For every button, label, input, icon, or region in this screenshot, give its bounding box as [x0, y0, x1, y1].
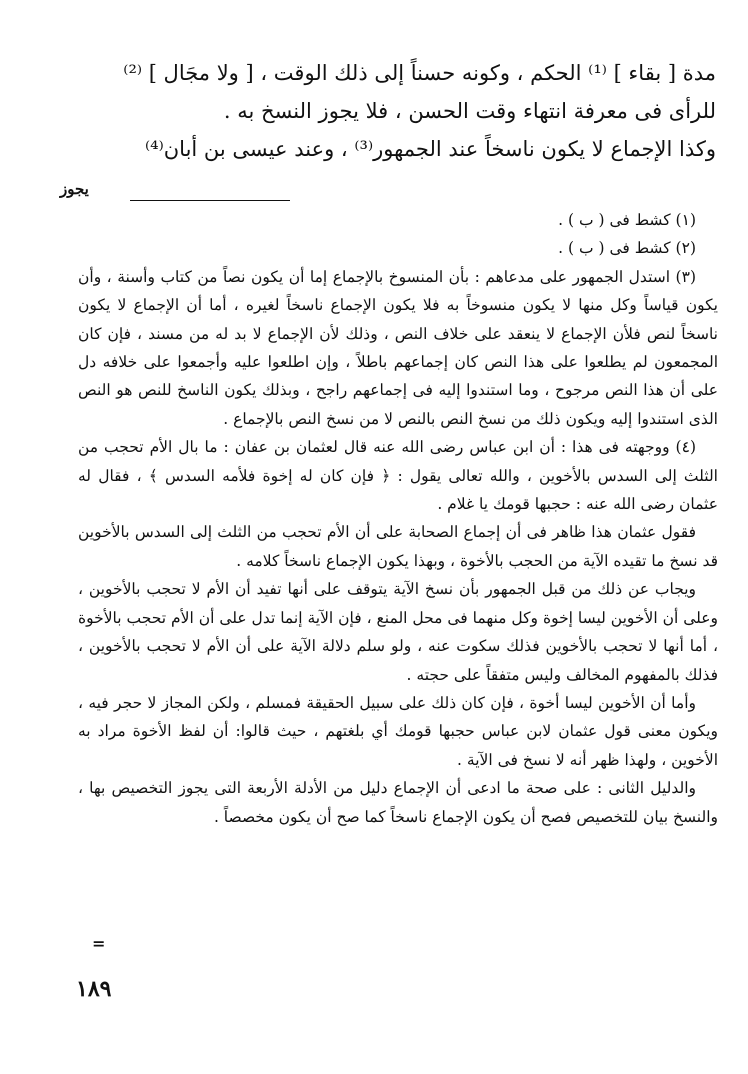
footnote-4: (٤) ووجهته فى هذا : أن ابن عباس رضى الله عنه قال لعثمان بن عفان : ما بال الأم تحجب من الثلث إلى السدس بالأخوين ، والله تعالى يقول : ﴿ فإن كان له إخوة فلأمه السدس ﴾ ، فقال له عثمان رضى الله عنه : حجبها قومك يا غلام .: [78, 438, 718, 514]
footnote-2: (٢) كشط فى ( ب ) .: [558, 239, 696, 258]
footnote-1: (١) كشط فى ( ب ) .: [558, 211, 696, 229]
main-text: [75, 54, 716, 168]
page-number: ١٨٩: [76, 976, 112, 1002]
main-line-1: مدة [ بقاء ] ⁽¹⁾ الحكم ، وكونه حسناً إلى ذلك الوقت ، [ ولا مجَال ] ⁽²⁾: [123, 61, 716, 85]
footnote-paragraph: ويجاب عن ذلك من قبل الجمهور بأن نسخ الآية يتوقف على أنها تفيد أن الأم لا تحجب بالأخوين ، وعلى أن الأخوين ليسا إخوة وكل منهما فى محل المنع ، فإن الآية إنما تدل على أن الأم تحجب بالأخوة ، أما أنها لا تحجب بالأخوين فذلك سكوت عنه ، ولو سلم دلالة الآية على أن الأم لا تحجب بالأخوين ، فذلك بالمفهوم المخالف وليس متفقاً على حجته .: [78, 580, 718, 684]
catchword: يجوز: [60, 180, 89, 198]
footnote-paragraph: والدليل الثانى : على صحة ما ادعى أن الإجماع دليل من الأدلة الأربعة التى يجوز التخصيص بها ، والنسخ بيان للتخصيص فصح أن يكون الإجماع ناسخاً كما صح أن يكون مخصصاً .: [78, 779, 718, 826]
continuation-mark: =: [92, 934, 106, 953]
footnote-paragraph: وأما أن الأخوين ليسا أخوة ، فإن كان ذلك على سبيل الحقيقة فمسلم ، ولكن المجاز لا حجر فيه ، ويكون معنى قول عثمان لابن عباس حجبها قومك أي بلغتهم ، حيث قالوا: أن لفظ الأخوة مراد به الأخوين ، ولهذا ظهر أنه لا نسخ فى الآية .: [78, 693, 718, 769]
footnote-separator: [130, 200, 290, 201]
footnote-paragraph: فقول عثمان هذا ظاهر فى أن إجماع الصحابة على أن الأم تحجب من الثلث إلى السدس بالأخوين قد نسخ ما تقيده الآية من الحجب بالأخوة ، وبهذا يكون الإجماع ناسخاً كلامه .: [78, 523, 718, 570]
main-line-2: للرأى فى معرفة انتهاء وقت الحسن ، فلا يجوز النسخ به .: [223, 99, 716, 123]
main-line-3: وكذا الإجماع لا يكون ناسخاً عند الجمهور⁽³⁾ ، وعند عيسى بن أبان⁽⁴⁾: [145, 137, 716, 161]
footnotes: [78, 206, 718, 831]
footnote-3: (٣) استدل الجمهور على مدعاهم : بأن المنسوخ بالإجماع إما أن يكون نصاً من كتاب وأسنة ، وأن يكون قياساً وكل منها لا يكون منسوخاً به فلا يكون الإجماع ناسخاً لغيره ، أما أن الإجماع لا يكون ناسخاً لنص فلأن الإجماع لا ينعقد على خلاف النص ، وذلك لأن الإجماع لا بد له من مسند ، فإن كان المجمعون لم يطلعوا على هذا النص كان إجماعهم باطلاً ، وإن اطلعوا عليه وأجمعوا على خلافه دل على أن هذا النص مرجوح ، وما استندوا إليه فى إجماعهم راجح ، وبذلك يكون الناسخ للنص هو النص الذى استندوا إليه ويكون ذلك من نسخ النص بالنص لا من نسخ النص بالإجماع .: [78, 267, 718, 428]
